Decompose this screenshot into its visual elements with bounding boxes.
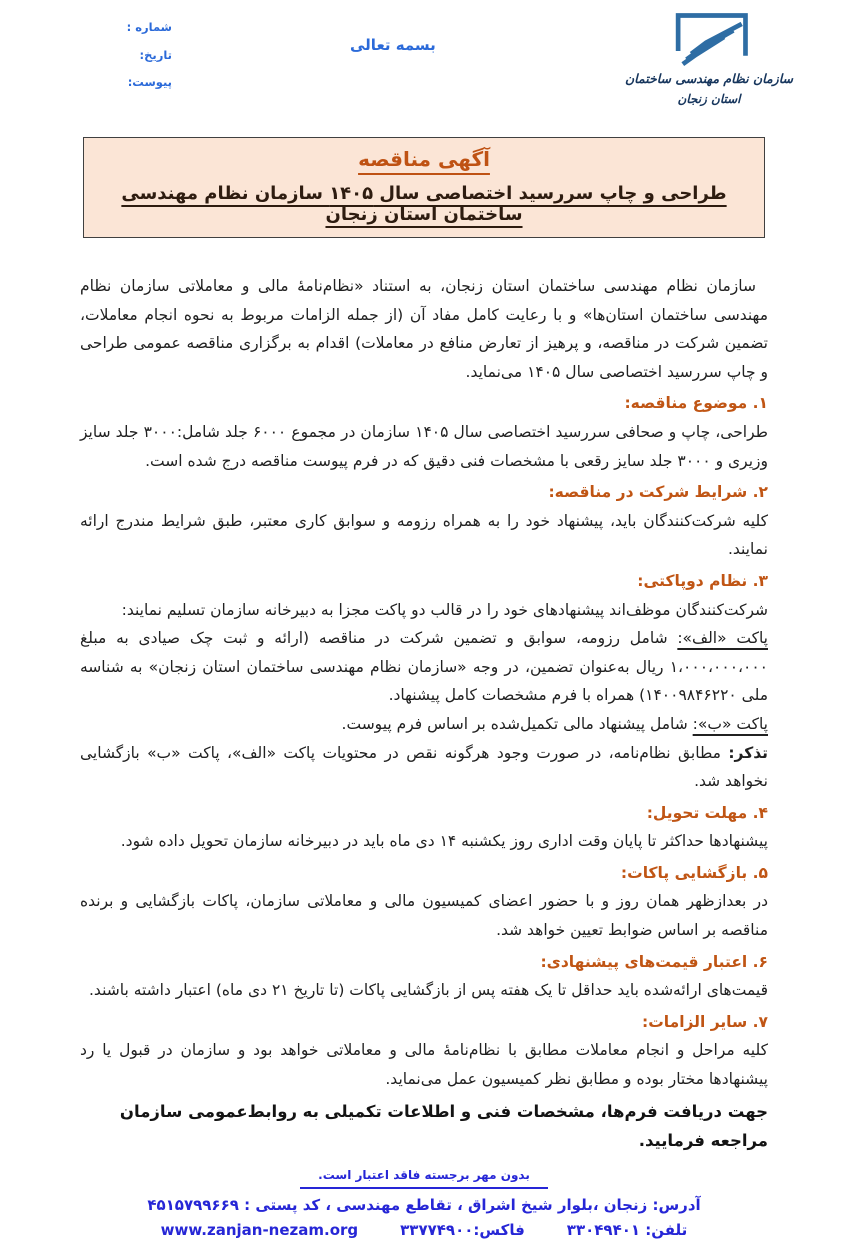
section-6-body: قیمت‌های ارائه‌شده باید حداقل تا یک هفته پس از بازگشایی پاکات (تا تاریخ ۲۱ دی ماه) اعتبار داشته باشند. xyxy=(89,981,768,1000)
envelope-a-paragraph xyxy=(80,624,768,710)
section-6-heading: ۶. اعتبار قیمت‌های پیشنهادی: xyxy=(540,952,768,971)
section-5-body: در بعدازظهر همان روز و با حضور اعضای کمیسیون مالی و معاملاتی سازمان، پاکات بازگشایی و برنده مناقصه بر اساس ضوابط تعیین خواهد شد. xyxy=(80,892,768,940)
envelope-b-text: شامل پیشنهاد مالی تکمیل‌شده بر اساس فرم پیوست. xyxy=(341,714,688,733)
envelope-b-label: پاکت «ب»: xyxy=(692,714,768,733)
section-1-heading: ۱. موضوع مناقصه: xyxy=(624,394,768,413)
section-3-body: شرکت‌کنندگان موظف‌اند پیشنهادهای خود را در قالب دو پاکت مجزا به دبیرخانه سازمان تسلیم نمایند: xyxy=(121,600,768,619)
section-2-body: کلیه شرکت‌کنندگان باید، پیشنهاد خود را به همراه رزومه و سوابق کاری معتبر، طبق شرایط مندرج ارائه نمایند. xyxy=(80,511,768,559)
envelope-a-text: شامل رزومه، سوابق و تضمین شرکت در مناقصه (ارائه و ثبت چک صیادی به مبلغ ۱،۰۰۰،۰۰۰،۰۰۰ ریال به‌عنوان تضمین، در وجه «سازمان نظام مهندسی ساختمان استان زنجان» به شناسه ملی ۱۴۰۰۹۸۴۶۲۲۰) همراه با فرم مشخصات کامل پیشنهاد. xyxy=(80,629,768,705)
section-3-heading: ۳. نظام دوپاکتی: xyxy=(637,571,768,590)
bismillah-text: بسمه تعالی xyxy=(350,36,436,54)
letter-number-label: شماره : xyxy=(126,20,172,34)
envelope-b-paragraph xyxy=(80,710,768,739)
envelope-a-label: پاکت «الف»: xyxy=(677,629,768,648)
document-footer xyxy=(0,1164,848,1239)
section-1-body: طراحی، چاپ و صحافی سررسید اختصاصی سال ۱۴۰۵ سازمان در مجموع ۶۰۰۰ جلد شامل:۳۰۰۰ جلد سایز وزیری و ۳۰۰۰ جلد سایز رقعی با مشخصات فنی دقیق که در فرم پیوست مناقصه درج شده است. xyxy=(80,422,768,470)
letterhead xyxy=(0,0,848,137)
closing-instruction: جهت دریافت فرم‌ها، مشخصات فنی و اطلاعات تکمیلی به روابط‌عمومی سازمان مراجعه فرمایید. xyxy=(119,1101,768,1150)
section-7-heading: ۷. سایر الزامات: xyxy=(642,1012,768,1031)
letter-attachment-label: پیوست: xyxy=(127,75,172,89)
notice-paragraph xyxy=(80,739,768,796)
notice-text: مطابق نظام‌نامه، در صورت وجود هرگونه نقص در محتویات پاکت «الف»، پاکت «ب» بازگشایی نخواهد شد. xyxy=(80,743,768,791)
embossed-seal-notice: بدون مهر برجسته فاقد اعتبار است. xyxy=(300,1168,548,1189)
section-4-body: پیشنهادها حداکثر تا پایان وقت اداری روز یکشنبه ۱۴ دی ماه باید در دبیرخانه سازمان تحویل داده شود. xyxy=(120,832,768,851)
fax-number: فاکس:۳۳۷۷۴۹۰۰ xyxy=(400,1220,525,1239)
letter-date-label: تاریخ: xyxy=(139,47,172,62)
document-body xyxy=(80,272,768,1155)
notice-label: تذکر: xyxy=(728,743,768,762)
tender-announcement-heading: آگهی مناقصه xyxy=(358,147,490,171)
section-7-body: کلیه مراحل و انجام معاملات مطابق با نظام‌نامهٔ مالی و معاملاتی خواهد بود و سازمان در قبول یا رد پیشنهادها مختار بوده و مطابق نظر کمیسیون عمل می‌نماید. xyxy=(80,1041,768,1089)
phone-number: تلفن: ۳۳۰۴۹۴۰۱ xyxy=(566,1220,688,1239)
organization-province-text: استان زنجان xyxy=(677,91,741,106)
organization-name-text: سازمان نظام مهندسی ساختمان xyxy=(624,71,794,86)
letter-meta-fields xyxy=(116,14,172,97)
organization-logo-block xyxy=(620,8,798,109)
website-url: www.zanjan-nezam.org xyxy=(160,1220,359,1239)
tender-subject-title: طراحی و چاپ سررسید اختصاصی سال ۱۴۰۵ سازمان نظام مهندسی ساختمان استان زنجان xyxy=(121,183,727,225)
intro-paragraph: سازمان نظام مهندسی ساختمان استان زنجان، به استناد «نظام‌نامهٔ مالی و معاملاتی سازمان نظام مهندسی ساختمان استان‌ها» و با رعایت کامل مفاد آن (از جمله الزامات مربوط به نحوه انجام معاملات، تضمین شرکت در مناقصه، و پرهیز از تعارض منافع در معاملات) اقدام به برگزاری مناقصه عمومی طراحی و چاپ سررسید اختصاصی سال ۱۴۰۵ می‌نماید. xyxy=(80,277,768,381)
section-4-heading: ۴. مهلت تحویل: xyxy=(646,803,768,822)
address-line: آدرس: زنجان ،بلوار شیخ اشراق ، تقاطع مهندسی ، کد پستی : ۴۵۱۵۷۹۹۶۶۹ xyxy=(147,1195,701,1214)
contact-line xyxy=(0,1221,848,1239)
tender-title-box xyxy=(83,137,765,238)
organization-logo-icon xyxy=(665,8,753,66)
section-2-heading: ۲. شرایط شرکت در مناقصه: xyxy=(548,483,768,502)
section-5-heading: ۵. بازگشایی پاکات: xyxy=(620,863,768,882)
